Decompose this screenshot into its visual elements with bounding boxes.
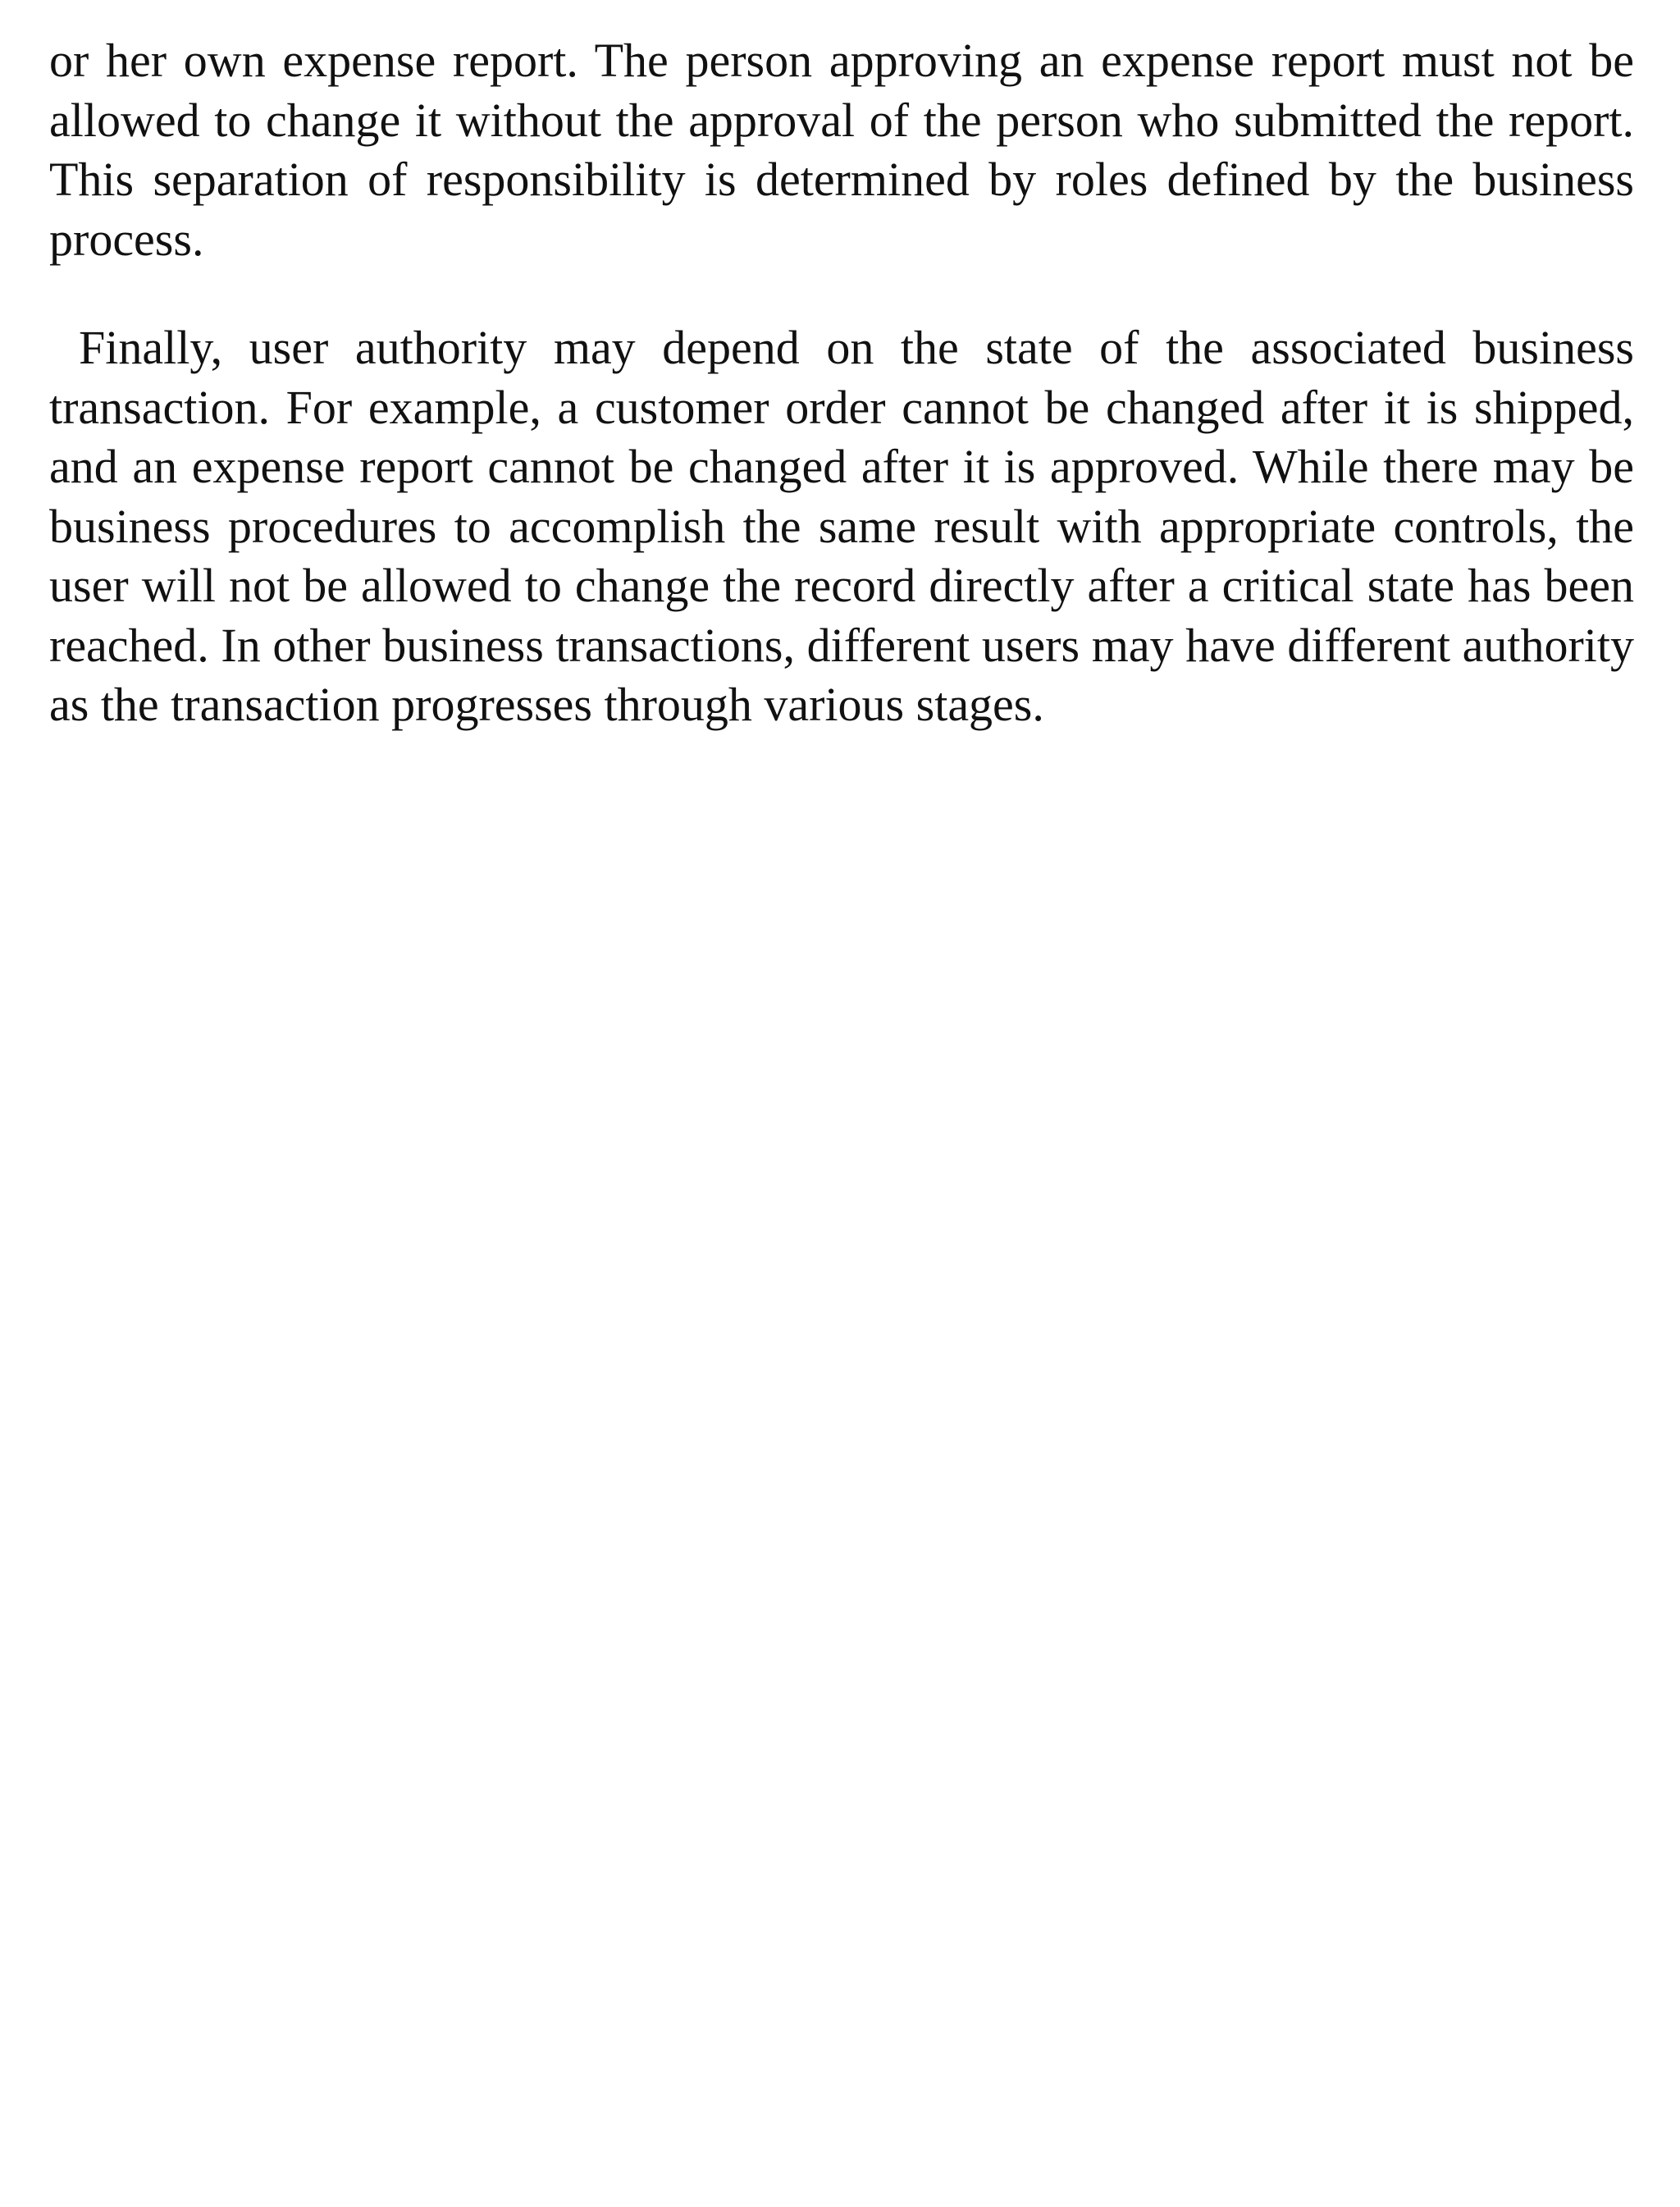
paragraph-continued: or her own expense report. The person approving an expense report must not be allowed to change it without the approval of the person who submitted the report. This separation of responsibility is determined by roles defined by the business process. [49,34,1634,266]
document-page [49,31,1634,735]
paragraph-user-authority: Finally, user authority may depend on the state of the associated business transaction. For example, a customer order cannot be changed after it is shipped, and an expense report cannot be changed after it is approved. While there may be business procedures to accomplish the same result with appropriate controls, the user will not be allowed to change the record directly after a critical state has been reached. In other business transactions, different users may have different authority as the transaction progresses through various stages. [49,321,1634,731]
